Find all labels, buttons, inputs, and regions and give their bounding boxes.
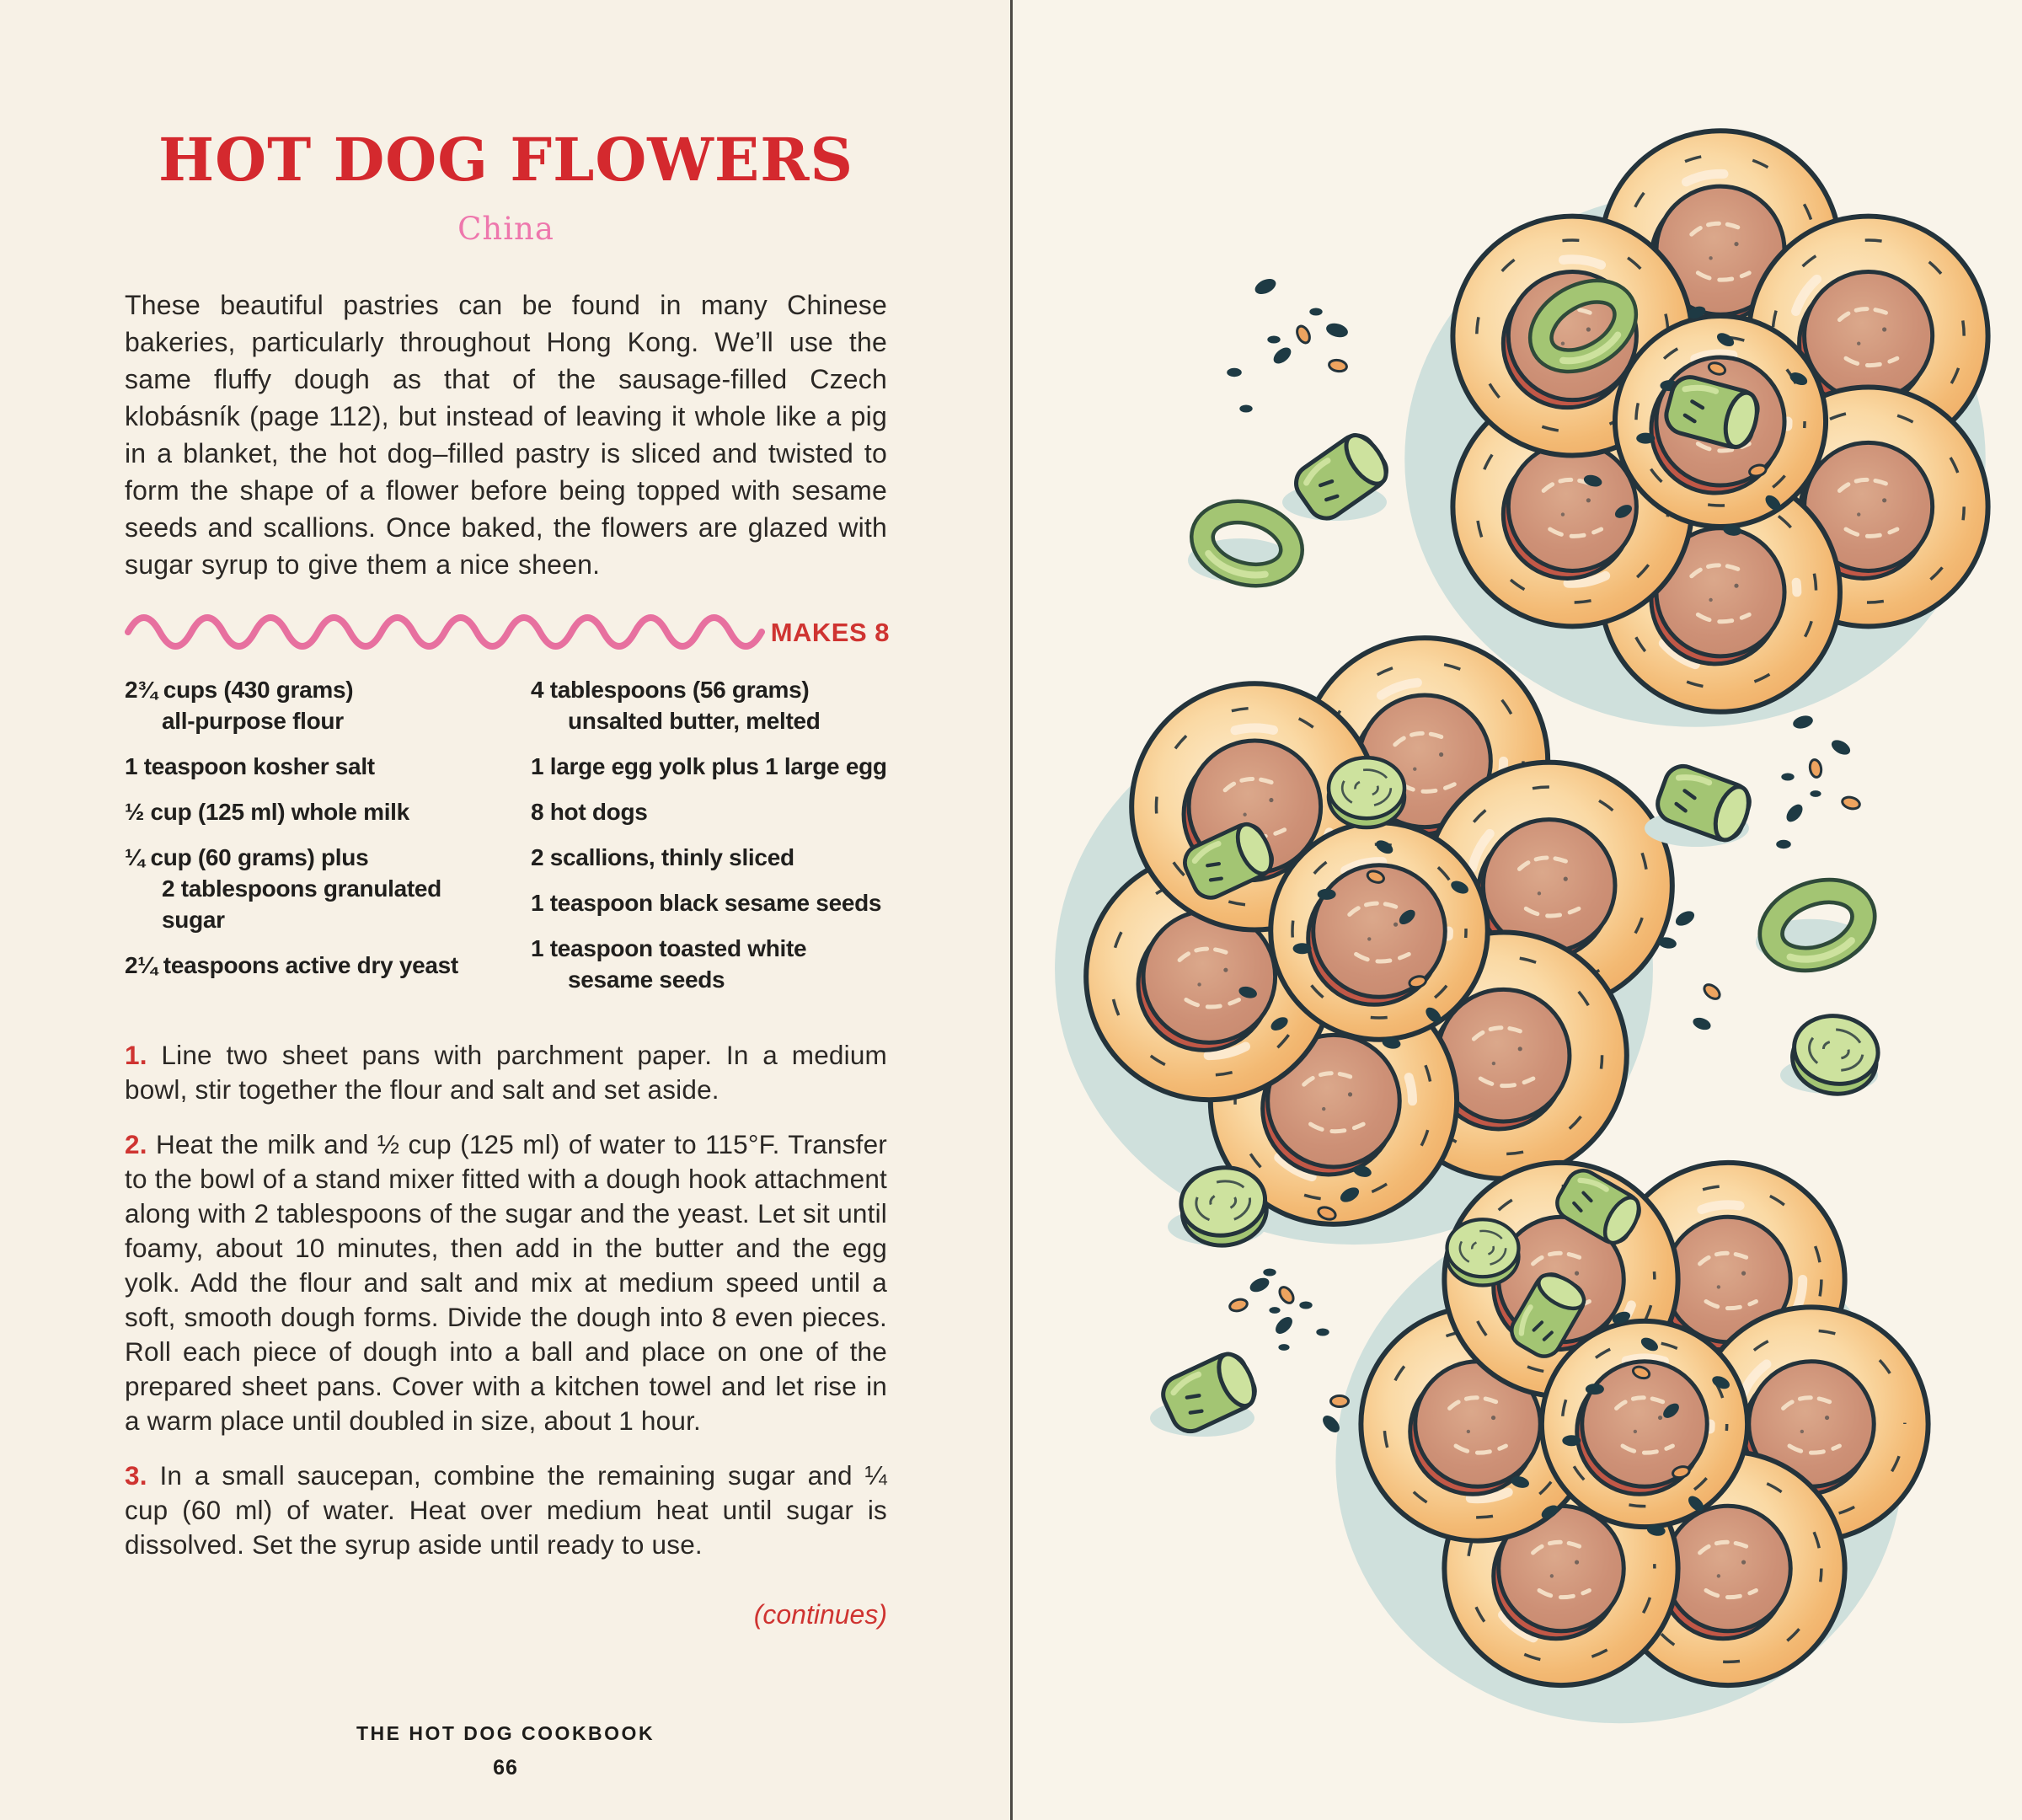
recipe-steps [125, 1038, 887, 1582]
ingredient-item: 1 large egg yolk plus 1 large egg [531, 753, 887, 779]
recipe-intro: These beautiful pastries can be found in many Chinese bakeries, particularly throughout Hong Kong. We’ll use the same fluffy dough as that of the sausage-filled Czech klobásník (page 112), but instead of leaving it whole like a pig in a blanket, the hot dog–filled pastry is sliced and twisted to form the shape of a flower before being topped with sesame seeds and scallions. Once baked, the flowers are glazed with sugar syrup to give them a nice sheen. [125, 290, 887, 580]
ingredient-item: 4 tablespoons (56 grams) unsalted butter, melted [531, 677, 821, 734]
ingredient-item: 8 hot dogs [531, 799, 648, 825]
ingredients-column-2 [531, 674, 935, 1009]
step-number: 1. [125, 1040, 162, 1070]
ingredient-item: ½ cup (125 ml) whole milk [125, 799, 409, 825]
recipe-step: 2. Heat the milk and ½ cup (125 ml) of water to 115°F. Transfer to the bowl of a stand mixer fitted with a dough hook attachment along with 2 tablespoons of the sugar and the yeast. Let sit until foamy, about 10 minutes, then add in the butter and the egg yolk. Add the flour and salt and mix at medium speed until a soft, smooth dough forms. Divide the dough into 8 even pieces. Roll each piece of dough into a ball and place on one of the prepared sheet pans. Cover with a kitchen towel and let rise in a warm place until doubled in size, about 1 hour. [125, 1129, 887, 1436]
recipe-step: 3. In a small saucepan, combine the remaining sugar and ¼ cup (60 ml) of water. Heat over medium heat until sugar is dissolved. Set the syrup aside until ready to use. [125, 1460, 887, 1560]
recipe-title: HOT DOG FLOWERS [158, 125, 853, 195]
ingredient-item: 1 teaspoon kosher salt [125, 753, 375, 779]
recipe-step: 1. Line two sheet pans with parchment paper. In a medium bowl, stir together the flour and salt and set aside. [125, 1040, 887, 1105]
step-number: 3. [125, 1460, 160, 1491]
yield-label: MAKES 8 [770, 618, 890, 647]
page-number: 66 [493, 1756, 518, 1780]
ingredient-item: 1 teaspoon toasted white sesame seeds [531, 935, 807, 993]
ingredients-column-1 [125, 674, 521, 995]
recipe-region: China [457, 211, 554, 247]
ingredient-item: 2¼ teaspoons active dry yeast [125, 952, 458, 978]
continues-label: (continues) [753, 1599, 887, 1630]
ingredient-item: 1 teaspoon black sesame seeds [531, 890, 882, 916]
hot-dog-flowers-illustration [1013, 0, 2022, 1820]
step-number: 2. [125, 1129, 156, 1159]
ingredient-item: ¼ cup (60 grams) plus 2 tablespoons granulated sugar [125, 844, 441, 933]
ingredient-item: 2 scallions, thinly sliced [531, 844, 794, 870]
book-title: THE HOT DOG COOKBOOK [356, 1722, 655, 1744]
ingredient-item: 2¾ cups (430 grams) all-purpose flour [125, 677, 354, 734]
